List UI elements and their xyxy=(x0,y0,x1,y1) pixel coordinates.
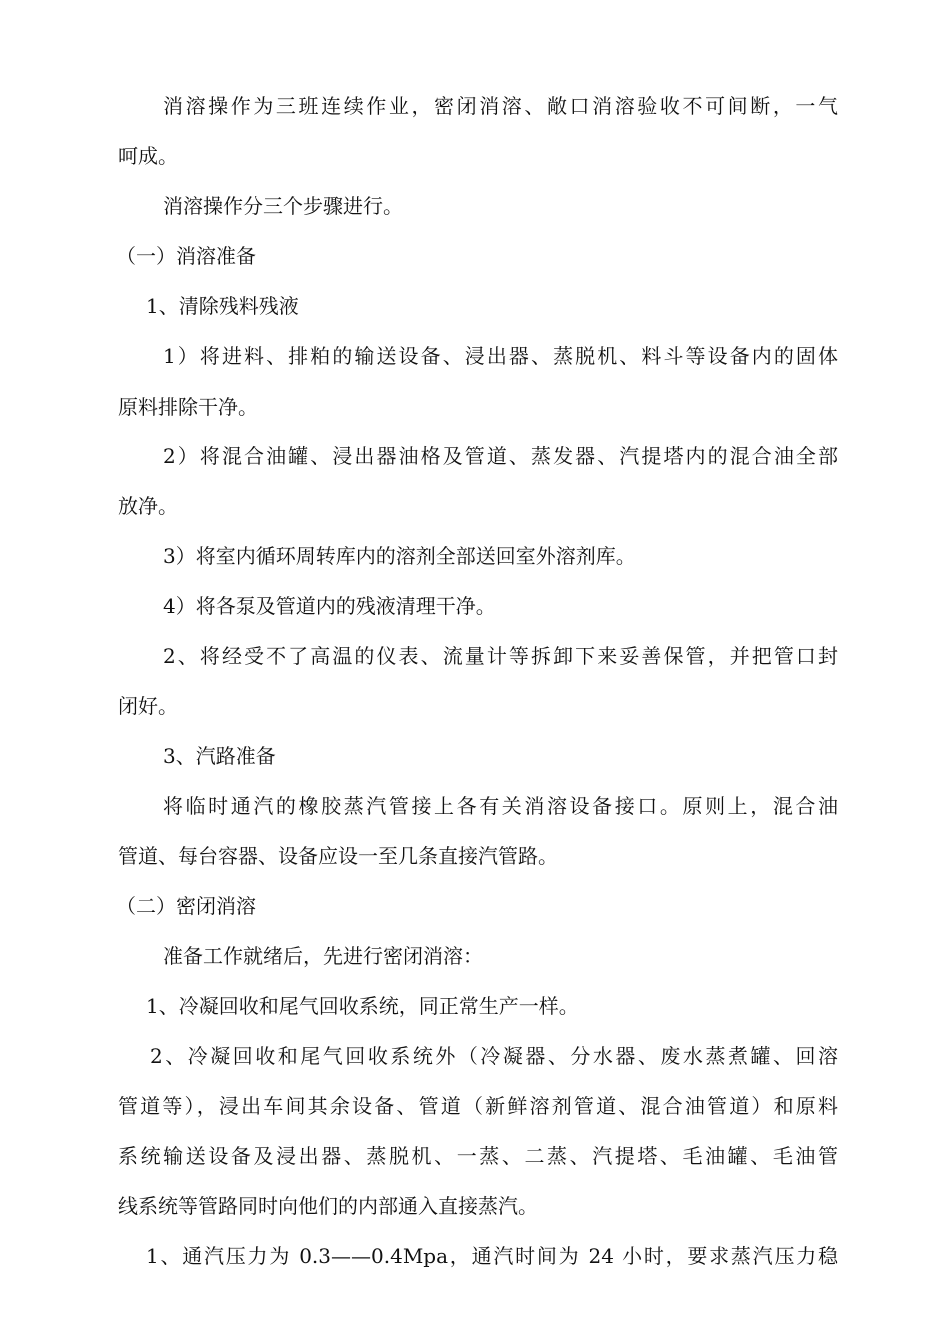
paragraph-line: 准备工作就绪后，先进行密闭消溶： xyxy=(163,944,483,968)
paragraph-line: 管道、每台容器、设备应设一至几条直接汽管路。 xyxy=(118,844,558,868)
paragraph-line: 4）将各泵及管道内的残液清理干净。 xyxy=(163,594,496,618)
paragraph-line: 系统输送设备及浸出器、蒸脱机、一蒸、二蒸、汽提塔、毛油罐、毛油管 xyxy=(118,1144,838,1168)
paragraph-line: 1）将进料、排粕的输送设备、浸出器、蒸脱机、料斗等设备内的固体 xyxy=(163,344,838,368)
paragraph-line: 原料排除干净。 xyxy=(118,395,258,419)
section-heading: （二）密闭消溶 xyxy=(116,894,256,918)
section-heading: （一）消溶准备 xyxy=(116,244,256,268)
paragraph-line: 闭好。 xyxy=(118,694,178,718)
paragraph-line: 2、冷凝回收和尾气回收系统外（冷凝器、分水器、废水蒸煮罐、回溶 xyxy=(150,1044,838,1068)
paragraph-line: 2、将经受不了高温的仪表、流量计等拆卸下来妥善保管，并把管口封 xyxy=(163,644,838,668)
paragraph-line: 线系统等管路同时向他们的内部通入直接蒸汽。 xyxy=(118,1194,538,1218)
subsection-heading: 1、清除残料残液 xyxy=(146,294,299,318)
paragraph-line: 1、通汽压力为 0.3——0.4Mpa，通汽时间为 24 小时，要求蒸汽压力稳 xyxy=(146,1244,838,1268)
paragraph-line: 呵成。 xyxy=(118,144,178,168)
paragraph-line: 3）将室内循环周转库内的溶剂全部送回室外溶剂库。 xyxy=(163,544,636,568)
paragraph-line: 管道等），浸出车间其余设备、管道（新鲜溶剂管道、混合油管道）和原料 xyxy=(118,1094,838,1118)
paragraph-line: 将临时通汽的橡胶蒸汽管接上各有关消溶设备接口。原则上，混合油 xyxy=(163,794,838,818)
paragraph-line: 1、冷凝回收和尾气回收系统，同正常生产一样。 xyxy=(146,994,579,1018)
paragraph-line: 2）将混合油罐、浸出器油格及管道、蒸发器、汽提塔内的混合油全部 xyxy=(163,444,838,468)
paragraph-line: 消溶操作为三班连续作业，密闭消溶、敞口消溶验收不可间断，一气 xyxy=(163,94,838,118)
subsection-heading: 3、汽路准备 xyxy=(163,744,276,768)
paragraph-line: 放净。 xyxy=(118,494,178,518)
paragraph-line: 消溶操作分三个步骤进行。 xyxy=(163,194,403,218)
